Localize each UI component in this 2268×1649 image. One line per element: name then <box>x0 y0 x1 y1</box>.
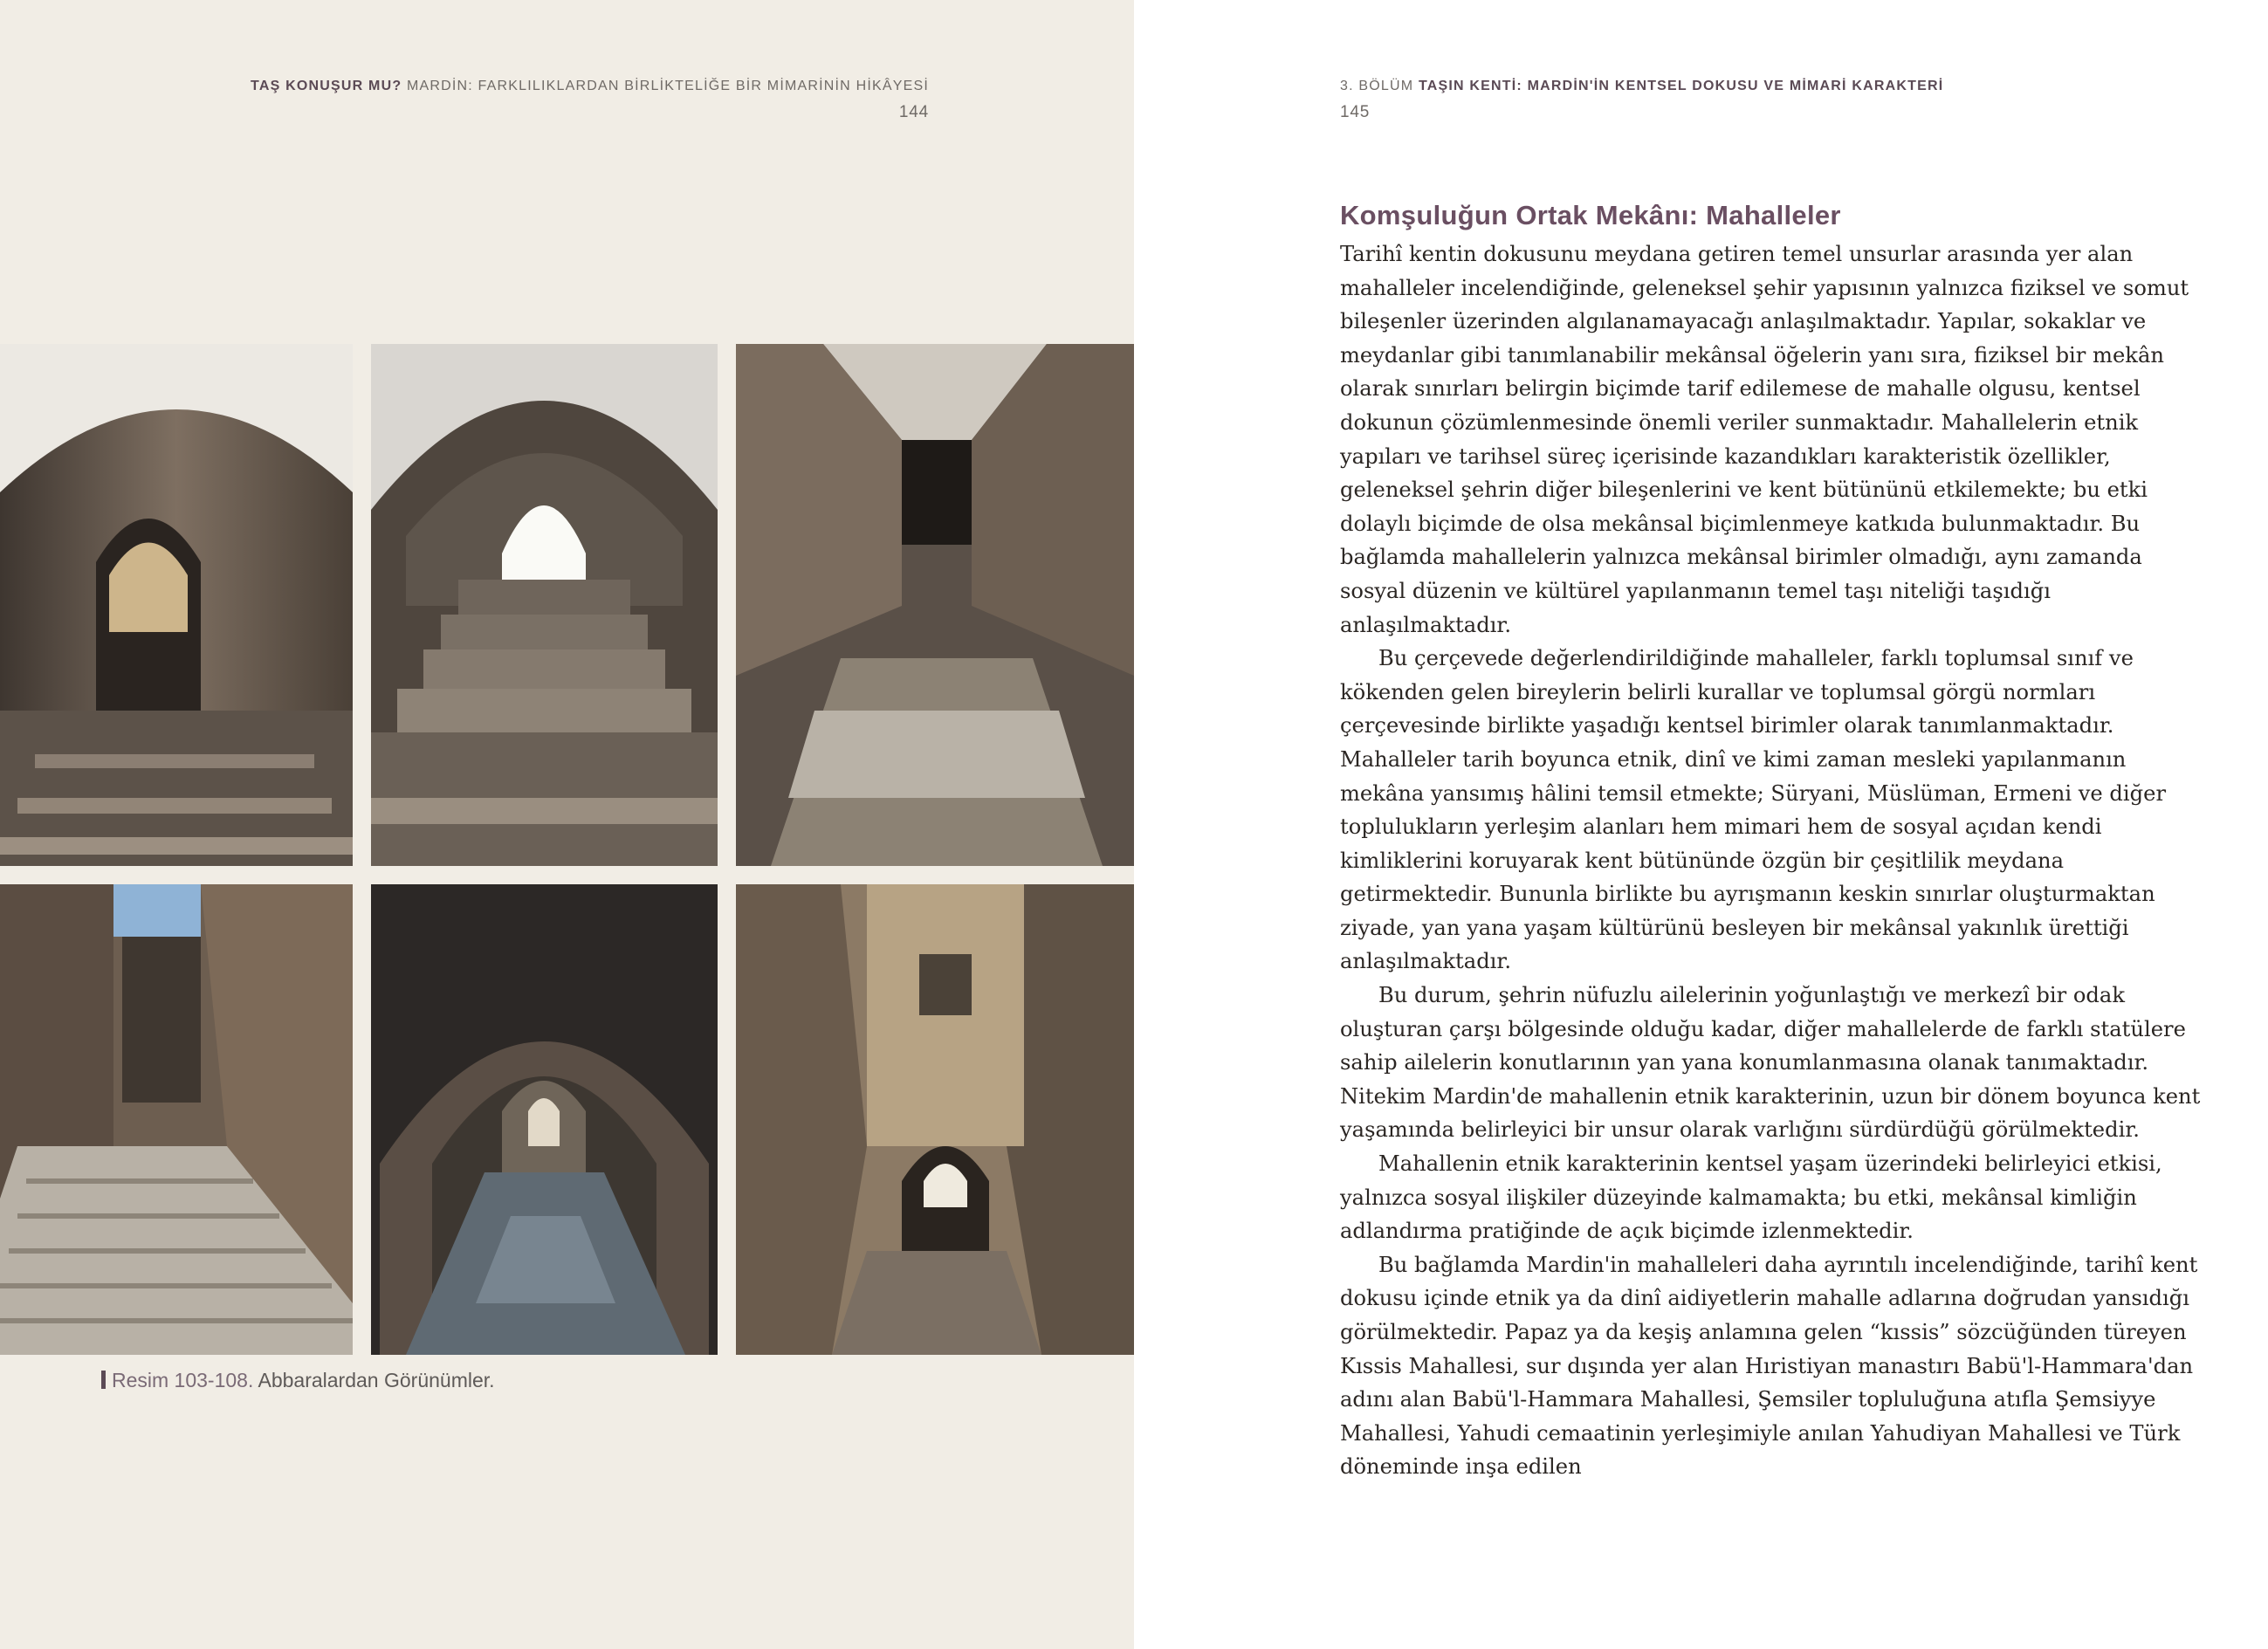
running-head-left <box>251 79 929 94</box>
caption-marker <box>101 1371 106 1389</box>
page-number-right: 145 <box>1340 103 1371 121</box>
right-page <box>1134 0 2268 1649</box>
paragraph-5: Bu bağlamda Mardin'in mahalleleri daha ayrıntılı incelendiğinde, tarihî kent dokusu içinde etnik ya da dinî aidiyetlerin mahalle adlarına doğrudan yansıdığı görülmektedir. Papaz ya da keşiş anlamına gelen “kıssis” sözcüğünden türeyen Kıssis Mahallesi, sur dışında yer alan Hıristiyan manastırı Babü'l-Hammara'dan adını alan Babü'l-Hammara Mahallesi, Şemsiler topluluğuna atıfla Şemsiyye Mahallesi, Yahudi cemaatinin yerleşimiyle anılan Yahudiyan Mahallesi ve Türk döneminde inşa edilen <box>1340 1252 2198 1480</box>
paragraph-1: Tarihî kentin dokusunu meydana getiren temel unsurlar arasında yer alan mahalleler incelendiğinde, geleneksel şehir yapısının yalnızca fiziksel ve somut bileşenler üzerinden algılanamayacağı anlaşılmaktadır. Yapılar, sokaklar ve meydanlar gibi tanımlanabilir mekânsal öğelerin yanı sıra, fiziksel bir mekân olarak sınırları belirgin biçimde tarif edilemese de mahalle olgusu, kentsel dokunun çözümlenmesinde önemli veriler sunmaktadır. Mahallelerin etnik yapıları ve tarihsel süreç içerisinde kazandıkları karakteristik özellikler, geleneksel şehrin diğer bileşenlerini ve kent bütününü etkilemekte; bu etki dolaylı biçimde de olsa mekânsal biçimlenmeye katkıda bulunmaktadır. Bu bağlamda mahallelerin yalnızca mekânsal birimler olmadığı, aynı zamanda sosyal düzenin ve kültürel yapılanmanın temel taşı niteliği taşıdığı anlaşılmaktadır. <box>1340 242 2189 637</box>
page-number-left: 144 <box>898 103 929 121</box>
book-title: TAŞ KONUŞUR MU? <box>251 79 402 93</box>
photo-stone-corridor <box>736 344 1134 866</box>
photo-cobblestone-tunnel <box>371 884 718 1355</box>
paragraph-4: Mahallenin etnik karakterinin kentsel yaşam üzerindeki belirleyici etkisi, yalnızca sosyal ilişkiler düzeyinde kalmamakta; bu etki, mekânsal kimliğin adlandırma pratiğinde de açık biçimde izlenmektedir. <box>1340 1151 2162 1244</box>
body-text <box>1340 237 2213 1484</box>
photo-open-staircase <box>0 884 353 1355</box>
chapter-label: 3. BÖLÜM <box>1340 79 1414 93</box>
photo-narrow-street <box>736 884 1134 1355</box>
chapter-title: TAŞIN KENTİ: MARDİN'İN KENTSEL DOKUSU VE MİMARİ KARAKTERİ <box>1418 79 1944 93</box>
figure-caption <box>101 1369 495 1392</box>
caption-text: Abbaralardan Görünümler. <box>258 1369 495 1391</box>
paragraph-3: Bu durum, şehrin nüfuzlu ailelerinin yoğunlaştığı ve merkezî bir odak oluşturan çarşı bölgesinde olduğu kadar, diğer mahallelerde de farklı statülere sahip ailelerin konutlarının yan yana konumlanmasına olanak tanımaktadır. Nitekim Mardin'de mahallenin etnik karakterinin, uzun bir dönem boyunca kent yaşamında belirleyici bir unsur olarak varlığını sürdürdüğü görülmektedir. <box>1340 983 2201 1143</box>
photo-vaulted-passage <box>0 344 353 866</box>
caption-label: Resim 103-108. <box>112 1369 254 1391</box>
photo-arched-stairs <box>371 344 718 866</box>
section-title: Komşuluğun Ortak Mekânı: Mahalleler <box>1340 200 1841 230</box>
running-head-right <box>1340 79 1943 94</box>
book-subtitle: MARDİN: FARKLILIKLARDAN BİRLİKTELİĞE BİR MİMARİNİN HİKÂYESİ <box>406 79 929 93</box>
paragraph-2: Bu çerçevede değerlendirildiğinde mahalleler, farklı toplumsal sınıf ve kökenden gelen bireylerin belirli kurallar ve toplumsal görgü normları çerçevesinde birlikte yaşadığı kentsel birimler olarak tanımlanmaktadır. Mahalleler tarih boyunca etnik, dinî ve kimi zaman mesleki yapılanmanın mekâna yansımış hâlini temsil etmekte; Süryani, Müslüman, Ermeni ve diğer toplulukların yerleşim alanları hem mimari hem de sosyal açıdan kendi kimliklerini koruyarak kent bütününde özgün bir çeşitlilik meydana getirmektedir. Bununla birlikte bu ayrışmanın keskin sınırlar oluşturmaktan ziyade, yan yana yaşam kültürünü besleyen bir mekânsal yakınlık ürettiği anlaşılmaktadır. <box>1340 646 2167 974</box>
